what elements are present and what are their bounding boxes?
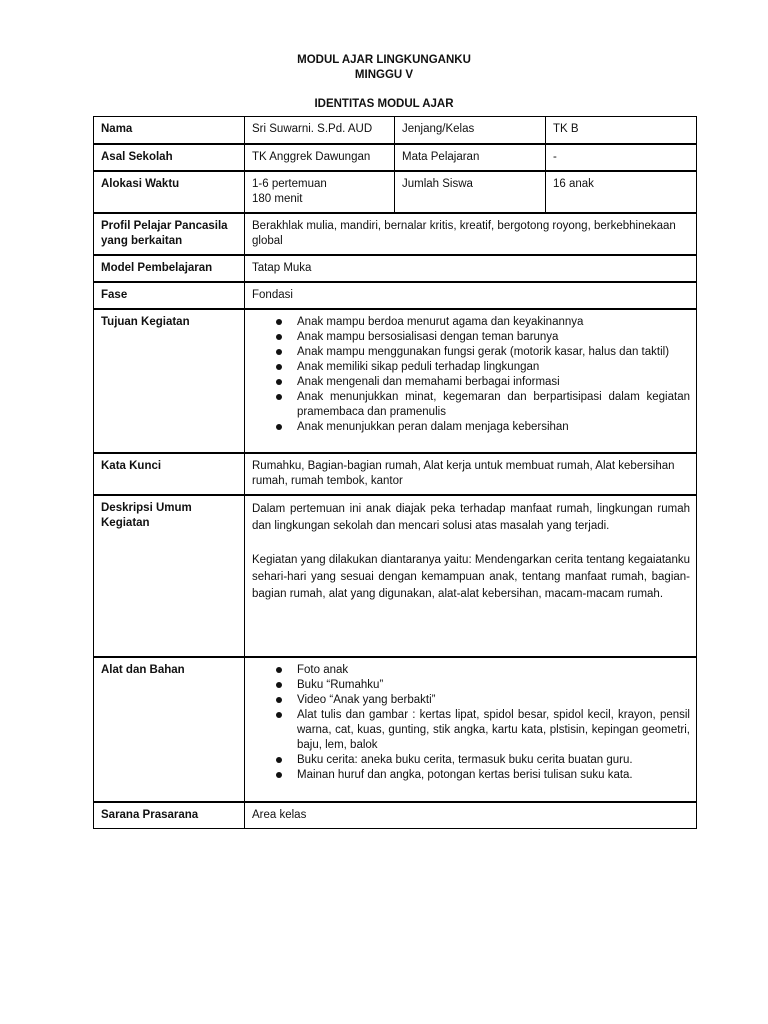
table-row	[94, 117, 697, 144]
nama-label: Nama	[94, 117, 245, 144]
profil-pelajar-label: Profil Pelajar Pancasila yang berkaitan	[94, 213, 245, 255]
asal-sekolah-label: Asal Sekolah	[94, 144, 245, 171]
deskripsi-paragraph-1: Dalam pertemuan ini anak diajak peka terhadap manfaat rumah, lingkungan rumah dan lingkungan sekolah dan mencari solusi atas masalah yang terjadi.	[252, 502, 690, 532]
table-row	[94, 255, 697, 282]
identity-section-title: IDENTITAS MODUL AJAR	[314, 98, 454, 110]
table-row	[94, 213, 697, 255]
identity-table	[93, 116, 697, 829]
alat-bahan-label: Alat dan Bahan	[94, 657, 245, 802]
mata-pelajaran-label: Mata Pelajaran	[395, 144, 546, 171]
list-item: Anak mampu berdoa menurut agama dan keyakinannya	[297, 315, 690, 330]
jumlah-siswa-value: 16 anak	[546, 171, 697, 213]
deskripsi-value	[245, 495, 697, 657]
list-item: Anak mampu bersosialisasi dengan teman barunya	[297, 330, 690, 345]
alokasi-waktu-value	[245, 171, 395, 213]
module-title: MODUL AJAR LINGKUNGANKU	[297, 54, 471, 66]
list-item: Buku cerita: aneka buku cerita, termasuk buku cerita buatan guru.	[297, 753, 690, 768]
sarana-prasarana-value: Area kelas	[245, 802, 697, 829]
list-item: Anak mengenali dan memahami berbagai informasi	[297, 375, 690, 390]
tujuan-kegiatan-value	[245, 309, 697, 453]
alokasi-waktu-label: Alokasi Waktu	[94, 171, 245, 213]
tujuan-kegiatan-label: Tujuan Kegiatan	[94, 309, 245, 453]
table-row	[94, 282, 697, 309]
table-row	[94, 171, 697, 213]
model-pembelajaran-value: Tatap Muka	[245, 255, 697, 282]
list-item: Anak menunjukkan peran dalam menjaga kebersihan	[297, 420, 690, 435]
jenjang-label: Jenjang/Kelas	[395, 117, 546, 144]
table-row	[94, 495, 697, 657]
fase-label: Fase	[94, 282, 245, 309]
deskripsi-paragraph-2: Kegiatan yang dilakukan diantaranya yaitu: Mendengarkan cerita tentang kegaiatanku sehari-hari yang sesuai dengan kemampuan anak, tentang manfaat rumah, bagian-bagian rumah, alat yang digunakan, alat-alat kebersihan, macam-macam rumah.	[252, 553, 690, 600]
profil-pelajar-value: Berakhlak mulia, mandiri, bernalar kritis, kreatif, bergotong royong, berkebhinekaan global	[245, 213, 697, 255]
alokasi-menit: 180 menit	[252, 192, 303, 205]
kata-kunci-value: Rumahku, Bagian-bagian rumah, Alat kerja untuk membuat rumah, Alat kebersihan rumah, rumah tembok, kantor	[245, 453, 697, 495]
tujuan-list	[252, 315, 690, 435]
table-row	[94, 802, 697, 829]
model-pembelajaran-label: Model Pembelajaran	[94, 255, 245, 282]
table-row	[94, 657, 697, 802]
kata-kunci-label: Kata Kunci	[94, 453, 245, 495]
table-row	[94, 144, 697, 171]
alat-bahan-list	[252, 663, 690, 783]
list-item: Video “Anak yang berbakti”	[297, 693, 690, 708]
document-titles	[0, 53, 768, 112]
nama-value: Sri Suwarni. S.Pd. AUD	[245, 117, 395, 144]
jumlah-siswa-label: Jumlah Siswa	[395, 171, 546, 213]
table-row	[94, 453, 697, 495]
jenjang-value: TK B	[546, 117, 697, 144]
week-title: MINGGU V	[354, 69, 414, 81]
list-item: Anak menunjukkan minat, kegemaran dan berpartisipasi dalam kegiatan pramembaca dan pramenulis	[297, 390, 690, 418]
list-item: Anak memiliki sikap peduli terhadap lingkungan	[297, 360, 690, 375]
fase-value: Fondasi	[245, 282, 697, 309]
list-item: Buku “Rumahku”	[297, 678, 690, 693]
list-item: Foto anak	[297, 663, 690, 678]
list-item: Mainan huruf dan angka, potongan kertas berisi tulisan suku kata.	[297, 768, 690, 783]
mata-pelajaran-value: -	[546, 144, 697, 171]
deskripsi-label: Deskripsi Umum Kegiatan	[94, 495, 245, 657]
list-item: Alat tulis dan gambar : kertas lipat, spidol besar, spidol kecil, krayon, pensil warna, cat, kuas, gunting, stik angka, kartu kata, plstisin, kepingan geometri, baju, lem, balok	[297, 708, 690, 751]
alokasi-pertemuan: 1-6 pertemuan	[252, 177, 327, 190]
list-item: Anak mampu menggunakan fungsi gerak (motorik kasar, halus dan taktil)	[297, 345, 690, 360]
table-row	[94, 309, 697, 453]
asal-sekolah-value: TK Anggrek Dawungan	[245, 144, 395, 171]
alat-bahan-value	[245, 657, 697, 802]
sarana-prasarana-label: Sarana Prasarana	[94, 802, 245, 829]
